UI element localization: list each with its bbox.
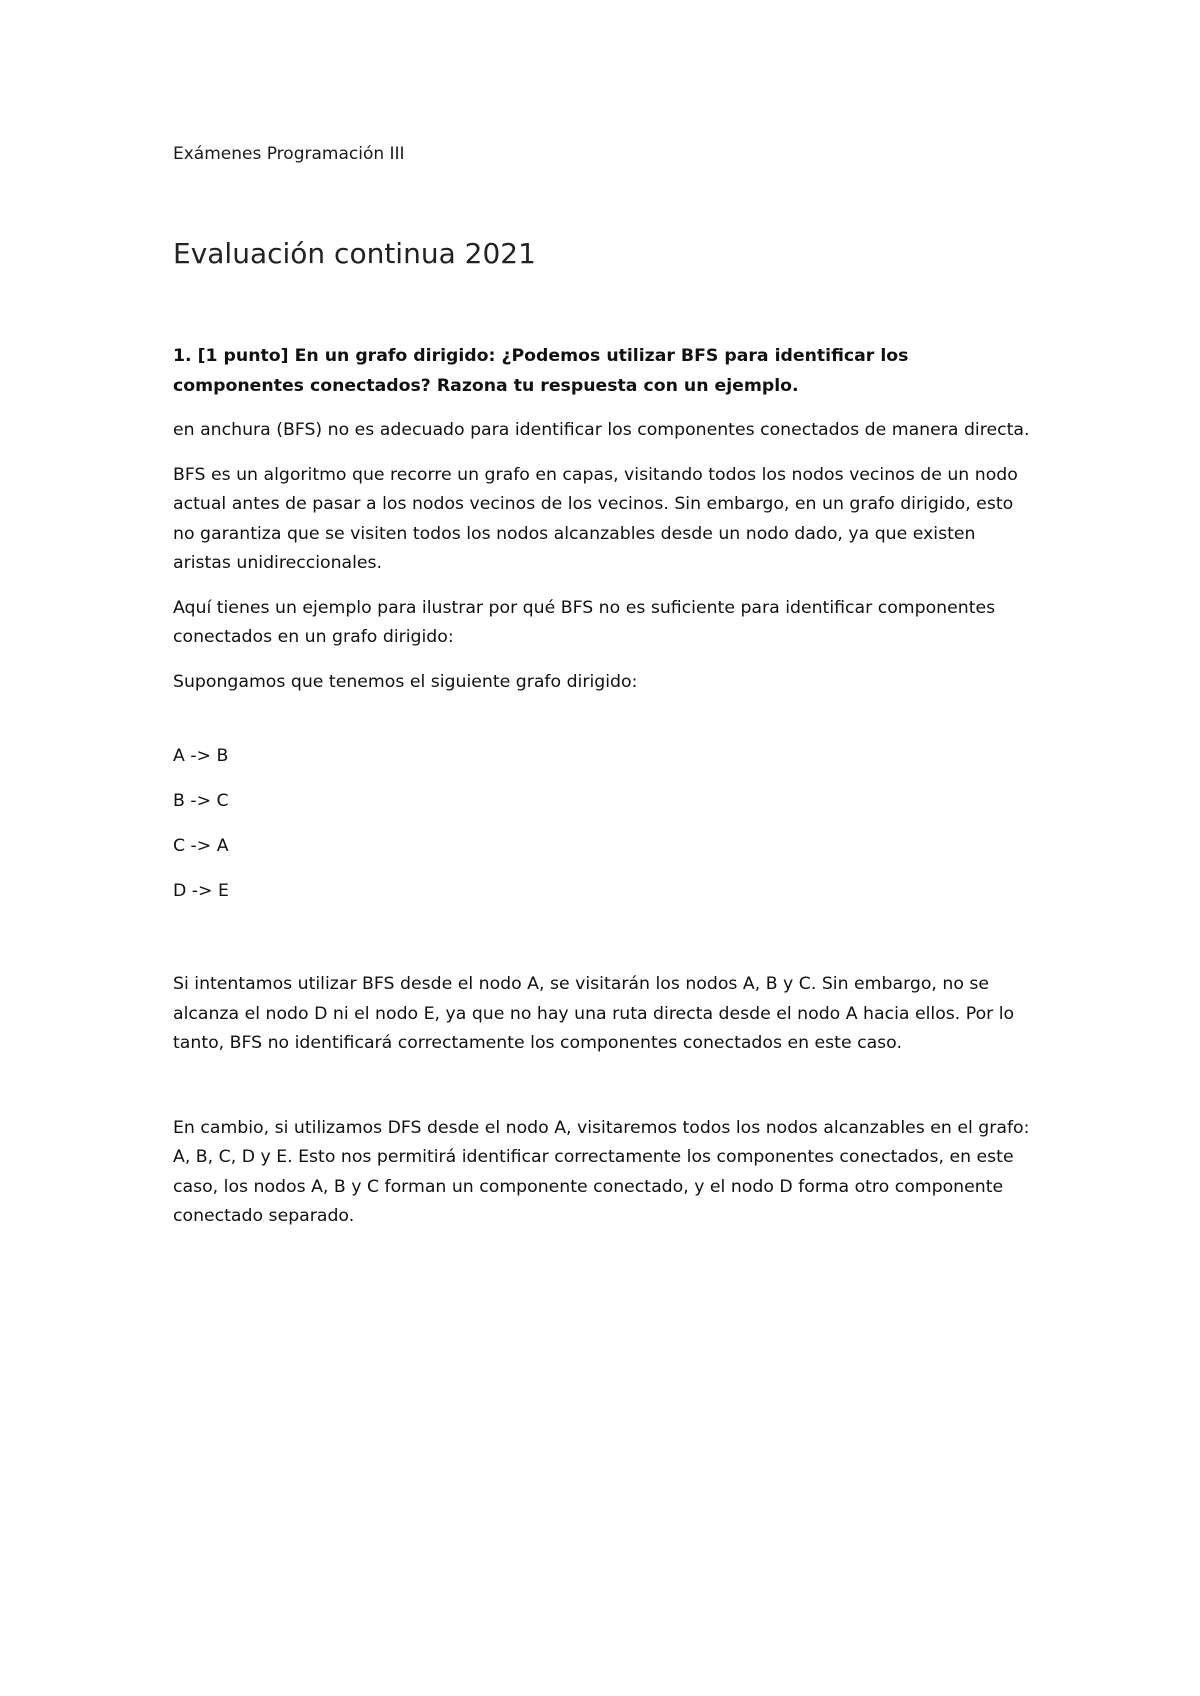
blank-line <box>173 922 1033 970</box>
document-header: Exámenes Programación III <box>173 144 405 164</box>
answer-paragraph-4: Supongamos que tenemos el siguiente grafo dirigido: <box>173 671 638 692</box>
answer-paragraph-1: en anchura (BFS) no es adecuado para identificar los componentes conectados de manera directa. <box>173 420 1030 440</box>
document-content <box>173 342 1033 1247</box>
graph-edge-2: B -> C <box>173 791 229 811</box>
answer-paragraph-2: BFS es un algoritmo que recorre un grafo en capas, visitando todos los nodos vecinos de un nodo actual antes de pasar a los nodos vecinos de los vecinos. Sin embargo, en un grafo dirigido, esto no garantiza que se visiten todos los nodos alcanzables desde un nodo dado, ya que existen aristas unidireccionales. <box>173 464 1018 573</box>
blank-line <box>173 712 1033 742</box>
answer-paragraph-3: Aquí tienes un ejemplo para ilustrar por qué BFS no es suficiente para identificar componentes conectados en un grafo dirigido: <box>173 597 996 647</box>
blank-line <box>173 1074 1033 1114</box>
section-title: Evaluación continua 2021 <box>173 237 536 270</box>
closing-paragraph-2: En cambio, si utilizamos DFS desde el nodo A, visitaremos todos los nodos alcanzables en el grafo: A, B, C, D y E. Esto nos permitirá identificar correctamente los componentes conectados, en este caso, los nodos A, B y C forman un componente conectado, y el nodo D forma otro componente conectado separado. <box>173 1117 1030 1226</box>
closing-paragraph-1: Si intentamos utilizar BFS desde el nodo A, se visitarán los nodos A, B y C. Sin embargo, no se alcanza el nodo D ni el nodo E, ya que no hay una ruta directa desde el nodo A hacia ellos. Por lo tanto, BFS no identificará correctamente los componentes conectados en este caso. <box>173 974 1015 1053</box>
graph-edge-3: C -> A <box>173 836 229 856</box>
graph-edge-1: A -> B <box>173 746 229 766</box>
question-1: 1. [1 punto] En un grafo dirigido: ¿Podemos utilizar BFS para identificar los componentes conectados? Razona tu respuesta con un ejemplo. <box>173 346 909 396</box>
graph-edge-4: D -> E <box>173 881 229 901</box>
